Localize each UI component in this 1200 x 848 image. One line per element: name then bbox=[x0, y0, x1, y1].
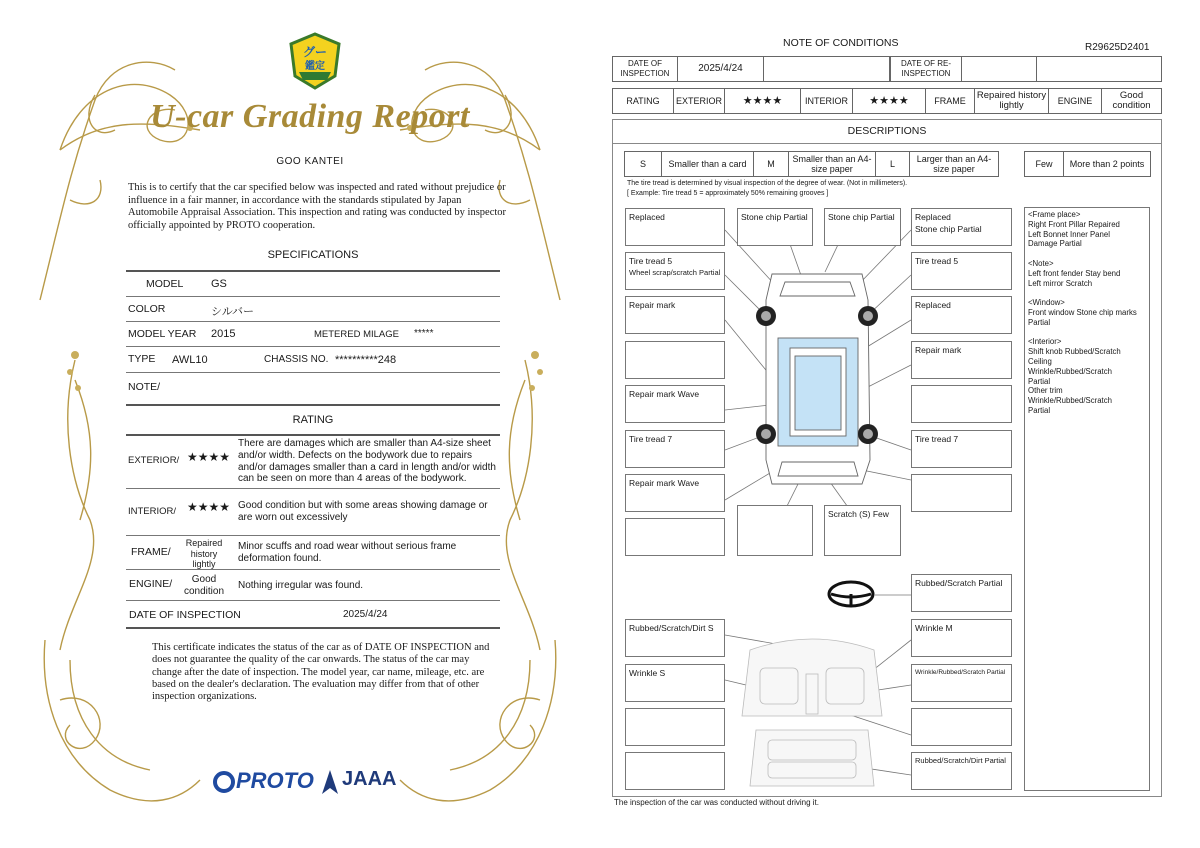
chassis-label: CHASSIS NO. bbox=[264, 354, 329, 365]
interior-label: INTERIOR bbox=[800, 88, 853, 114]
side-note-line: Left mirror Scratch bbox=[1028, 278, 1093, 288]
descriptions-heading: DESCRIPTIONS bbox=[612, 119, 1162, 144]
damage-box-interior-2: Wrinkle S bbox=[625, 664, 725, 702]
damage-box-bonnet-right: Stone chip Partial bbox=[824, 208, 901, 246]
date-of-inspection-label: DATE OF INSPECTION bbox=[129, 609, 241, 621]
svg-text:グー: グー bbox=[302, 45, 328, 59]
damage-box-right-7 bbox=[911, 474, 1012, 512]
damage-box-right-door: Repair mark bbox=[911, 341, 1012, 379]
damage-box-sublabel: Stone chip Partial bbox=[915, 224, 982, 234]
damage-box-rear-left bbox=[737, 505, 813, 556]
side-note-line: <Note> bbox=[1028, 258, 1054, 268]
side-note-line bbox=[1028, 288, 1146, 298]
legend-m-desc: Smaller than an A4-size paper bbox=[788, 151, 876, 177]
damage-box-left-front-wheel bbox=[625, 252, 725, 290]
proto-logo-icon bbox=[212, 770, 236, 794]
note-of-conditions-page bbox=[600, 0, 1200, 848]
legend-m: M bbox=[753, 151, 789, 177]
model-year-value: 2015 bbox=[211, 328, 236, 340]
damage-box-steering: Rubbed/Scratch Partial bbox=[911, 574, 1012, 612]
interior-description: Good condition but with some areas showing damage or are worn out excessively bbox=[238, 500, 488, 523]
engine-value: Good condition bbox=[1101, 88, 1162, 114]
damage-box-right-front-wheel: Tire tread 5 bbox=[911, 252, 1012, 290]
divider bbox=[126, 321, 500, 322]
model-year-label: MODEL YEAR bbox=[128, 328, 197, 340]
metered-mileage-label: METERED MILAGE bbox=[314, 329, 399, 340]
chassis-value: **********248 bbox=[335, 354, 397, 366]
side-note-line: Other trim bbox=[1028, 386, 1063, 396]
metered-mileage-value: ***** bbox=[414, 328, 434, 339]
engine-value: Good condition bbox=[183, 574, 225, 597]
legend-few-desc: More than 2 points bbox=[1063, 151, 1151, 177]
damage-box-right-5 bbox=[911, 385, 1012, 423]
damage-box-interior-r4: Rubbed/Scratch/Dirt Partial bbox=[911, 752, 1012, 790]
jaaa-logo-icon bbox=[320, 768, 340, 796]
report-subtitle: GOO KANTEI bbox=[276, 156, 344, 167]
exterior-label: EXTERIOR/ bbox=[128, 455, 180, 466]
engine-label: ENGINE/ bbox=[129, 578, 173, 590]
side-note-line: Partial bbox=[1028, 405, 1051, 415]
rating-label: RATING bbox=[612, 88, 674, 114]
damage-box-left-rear-wheel: Tire tread 7 bbox=[625, 430, 725, 468]
model-value: GS bbox=[211, 278, 227, 290]
divider bbox=[126, 488, 500, 489]
damage-box-bonnet-left: Stone chip Partial bbox=[737, 208, 813, 246]
divider bbox=[126, 404, 500, 406]
exterior-description: There are damages which are smaller than A4-size sheet and/or width. Defects on the bodywork due to repairs and/or damages smaller than a card in length and/or width can be seen on more than 4 areas of the bodywork. bbox=[238, 438, 496, 485]
goo-kantei-badge bbox=[289, 32, 341, 90]
side-note-line: Right Front Pillar Repaired bbox=[1028, 219, 1120, 229]
tread-note-2: [ Example: Tire tread 5 = approximately 50% remaining grooves ] bbox=[627, 190, 829, 197]
damage-box-left-door: Repair mark Wave bbox=[625, 385, 725, 423]
damage-box-right-rear-wheel: Tire tread 7 bbox=[911, 430, 1012, 468]
side-notes-list bbox=[1028, 210, 1146, 416]
damage-box-front-right bbox=[911, 208, 1012, 246]
model-label: MODEL bbox=[146, 278, 184, 290]
type-value: AWL10 bbox=[172, 354, 208, 366]
damage-box-left-quarter: Repair mark Wave bbox=[625, 474, 725, 512]
damage-box-label: Replaced bbox=[915, 212, 951, 222]
side-note-line: Wrinkle/Rubbed/Scratch bbox=[1028, 366, 1112, 376]
damage-box-interior-1: Rubbed/Scratch/Dirt S bbox=[625, 619, 725, 657]
legend-l: L bbox=[875, 151, 910, 177]
divider bbox=[126, 296, 500, 297]
legend-s: S bbox=[624, 151, 662, 177]
side-notes-panel bbox=[1024, 207, 1150, 791]
frame-label: FRAME bbox=[925, 88, 975, 114]
damage-box-right-fender: Replaced bbox=[911, 296, 1012, 334]
divider bbox=[126, 434, 500, 436]
side-note-line bbox=[1028, 328, 1146, 338]
jaaa-logo: JAAA bbox=[342, 768, 397, 790]
reference-number: R29625D2401 bbox=[1085, 42, 1150, 53]
interior-stars: ★★★★ bbox=[187, 500, 231, 514]
side-note-line: Partial bbox=[1028, 317, 1051, 327]
divider bbox=[126, 346, 500, 347]
side-note-line: Wrinkle/Rubbed/Scratch bbox=[1028, 396, 1112, 406]
certificate-intro: This is to certify that the car specified below was inspected and rated without prejudice or influence in a fair manner, in accordance with the standards stipulated by Japan Automobile Appraisal Association. This inspection and rating was conducted by inspector officially appointed by PROTO cooperation. bbox=[128, 182, 507, 231]
proto-logo: PROTO bbox=[236, 768, 314, 793]
interior-label: INTERIOR/ bbox=[128, 506, 177, 517]
tread-note-1: The tire tread is determined by visual inspection of the degree of wear. (Not in millimeters). bbox=[627, 180, 908, 187]
date-of-inspection-label: DATE OF INSPECTION bbox=[612, 56, 678, 82]
damage-box-sublabel: Wheel scrap/scratch Partial bbox=[629, 268, 721, 277]
legend-l-desc: Larger than an A4-size paper bbox=[909, 151, 999, 177]
footer-note: The inspection of the car was conducted without driving it. bbox=[614, 798, 819, 807]
frame-value: Repaired history lightly bbox=[185, 538, 223, 569]
side-note-line: Damage Partial bbox=[1028, 239, 1082, 249]
certificate-disclaimer: This certificate indicates the status of the car as of DATE OF INSPECTION and does not guarantee the quality of the car onwards. The status of the car may change after the date of inspection. The model year, car name, mileage, etc. are based on the dealer's declaration. The evaluation may differ from that of other inspection organizations. bbox=[152, 642, 490, 703]
damage-box-left-8 bbox=[625, 518, 725, 556]
divider bbox=[126, 600, 500, 601]
side-note-line: Left Bonnet Inner Panel bbox=[1028, 229, 1110, 239]
type-label: TYPE bbox=[128, 353, 156, 365]
legend-s-desc: Smaller than a card bbox=[661, 151, 754, 177]
color-label: COLOR bbox=[128, 303, 166, 315]
color-value: シルバー bbox=[211, 306, 254, 318]
side-note-line: <Frame place> bbox=[1028, 210, 1081, 219]
legend-few: Few bbox=[1024, 151, 1064, 177]
reinspection-label: DATE OF RE-INSPECTION bbox=[890, 56, 962, 82]
exterior-stars: ★★★★ bbox=[724, 88, 801, 114]
damage-box-interior-r2: Wrinkle/Rubbed/Scratch Partial bbox=[911, 664, 1012, 702]
interior-stars: ★★★★ bbox=[852, 88, 926, 114]
divider bbox=[126, 569, 500, 570]
svg-text:鑑定: 鑑定 bbox=[305, 61, 325, 72]
divider bbox=[126, 372, 500, 373]
side-note-line: Partial bbox=[1028, 376, 1051, 386]
engine-description: Nothing irregular was found. bbox=[238, 580, 364, 591]
side-note-line bbox=[1028, 249, 1146, 259]
damage-box-left-fender: Repair mark bbox=[625, 296, 725, 334]
divider bbox=[126, 270, 500, 272]
engine-label: ENGINE bbox=[1048, 88, 1102, 114]
side-note-line: Left front fender Stay bend bbox=[1028, 268, 1121, 278]
damage-box-rear-bumper: Scratch (S) Few bbox=[824, 505, 901, 556]
exterior-label: EXTERIOR bbox=[673, 88, 725, 114]
damage-box-interior-3 bbox=[625, 708, 725, 746]
damage-box-left-4 bbox=[625, 341, 725, 379]
damage-box-interior-r3 bbox=[911, 708, 1012, 746]
frame-label: FRAME/ bbox=[131, 546, 171, 558]
divider bbox=[126, 627, 500, 629]
side-note-line: Ceiling bbox=[1028, 356, 1052, 366]
side-note-line: <Window> bbox=[1028, 298, 1065, 308]
note-label: NOTE/ bbox=[128, 381, 161, 393]
damage-box-interior-r1: Wrinkle M bbox=[911, 619, 1012, 657]
conditions-title: NOTE OF CONDITIONS bbox=[783, 37, 899, 49]
specifications-heading: SPECIFICATIONS bbox=[267, 249, 359, 261]
report-title: U-car Grading Report bbox=[150, 98, 470, 135]
side-note-line: <Interior> bbox=[1028, 337, 1062, 347]
side-note-line: Shift knob Rubbed/Scratch bbox=[1028, 347, 1121, 357]
side-note-line: Front window Stone chip marks bbox=[1028, 307, 1137, 317]
damage-box-front-left: Replaced bbox=[625, 208, 725, 246]
date-of-inspection-value: 2025/4/24 bbox=[343, 609, 388, 620]
exterior-stars: ★★★★ bbox=[187, 450, 231, 464]
frame-value: Repaired history lightly bbox=[974, 88, 1049, 114]
damage-box-interior-4 bbox=[625, 752, 725, 790]
damage-box-label: Tire tread 5 bbox=[629, 256, 673, 266]
divider bbox=[126, 535, 500, 536]
rating-heading: RATING bbox=[292, 414, 334, 426]
frame-description: Minor scuffs and road wear without serious frame deformation found. bbox=[238, 541, 457, 564]
date-of-inspection-value: 2025/4/24 bbox=[677, 56, 764, 82]
